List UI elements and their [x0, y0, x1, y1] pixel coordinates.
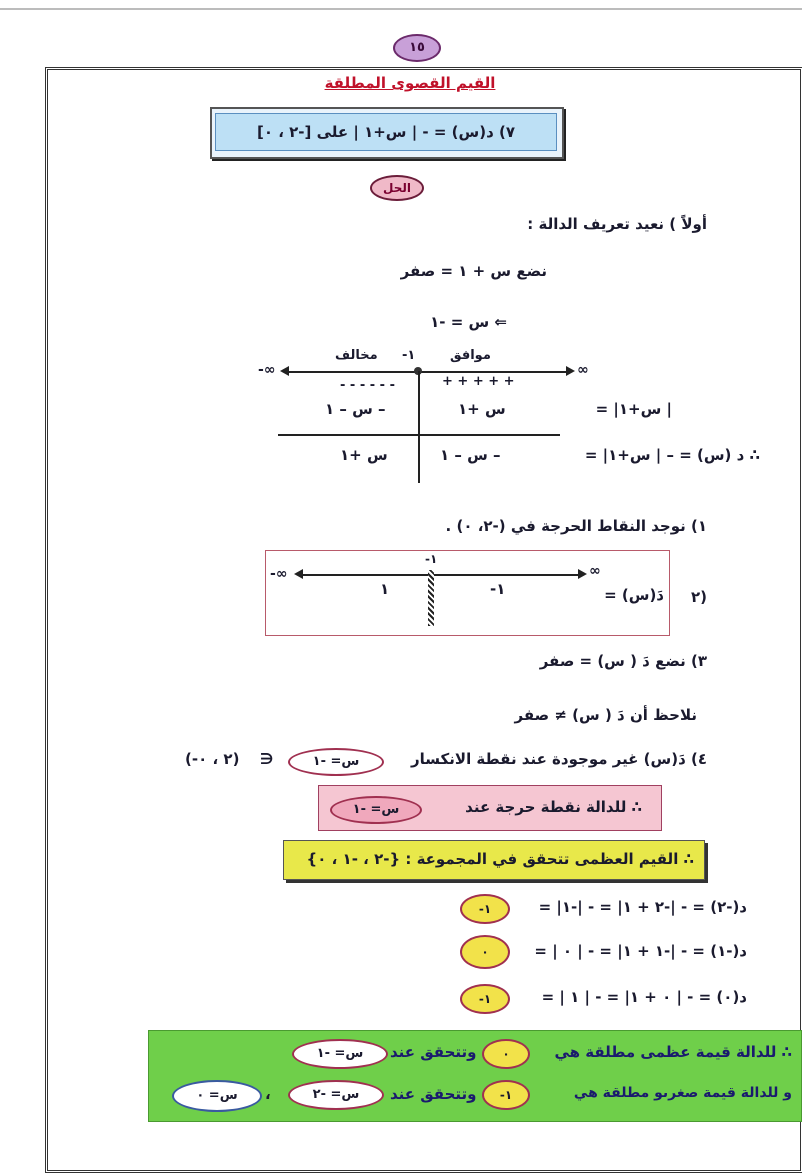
critical-point-label: -١: [402, 348, 416, 363]
row2-label: ∴ د (س) = – | س+١| =: [584, 446, 760, 464]
pos-infinity: ∞: [577, 362, 589, 378]
step2-label: ٢): [690, 588, 707, 606]
max-set-text: ∴ القيم العظمى تتحقق في المجموعة : {-٢ ، -١ ، ٠}: [306, 850, 694, 868]
step3-text: ٣) نضع دَ ( س) = صفر: [539, 652, 707, 670]
step4-oval: س= -١: [288, 748, 384, 776]
min-x1-oval: س= -٢: [288, 1080, 384, 1110]
conclusion-line1-at: وتتحقق عند: [390, 1043, 477, 1061]
step4-text: ٤) دَ(س) غير موجودة عند نقطة الانكسار: [411, 750, 707, 768]
row1-label: | س+١| =: [595, 400, 672, 418]
right-signs: + + + + +: [442, 374, 515, 389]
conclusion-line1: ∴ للدالة قيمة عظمى مطلقة هي: [554, 1043, 792, 1061]
left-signs: - - - - - -: [340, 378, 396, 393]
question-text: ٧) د(س) = - | س+١ | على [-٢ ، ٠]: [215, 113, 557, 151]
arrow-right-icon: [578, 569, 587, 579]
step-first-eq1: نضع س + ١ = صفر: [400, 262, 547, 280]
page-number-badge: ١٥: [393, 34, 441, 62]
evaluation-2: د(-١) = - |-١ + ١| = - | ٠ | =: [534, 942, 747, 960]
step4-interval: (-٢ ، ٠): [185, 750, 240, 768]
derivative-label: دَ(س) =: [604, 586, 664, 604]
row1-left-value: – س – ١: [325, 400, 386, 418]
right-region-label: موافق: [450, 348, 491, 363]
left-region-label: مخالف: [335, 348, 378, 363]
evaluation-1-result: -١: [460, 894, 510, 924]
row2-right-value: – س – ١: [440, 446, 501, 464]
row2-left-value: س +١: [340, 446, 388, 464]
top-rule: [0, 8, 802, 10]
conclusion-line2-at: وتتحقق عند: [390, 1085, 477, 1103]
critical-point-oval: س= -١: [330, 796, 422, 824]
critical-point-text: ∴ للدالة نقطة حرجة عند: [465, 798, 642, 816]
min-value-oval: -١: [482, 1080, 530, 1110]
arrow-left-icon: [280, 366, 289, 376]
solution-label: الحل: [370, 175, 424, 201]
conclusion-separator: ،: [265, 1085, 271, 1103]
step-first-heading: أولاً ) نعيد تعريف الدالة :: [527, 215, 707, 233]
pos-infinity: ∞: [589, 563, 601, 579]
derivative-point-label: -١: [425, 552, 438, 566]
neg-infinity: -∞: [258, 362, 276, 378]
sign-chart-rule: [278, 434, 560, 436]
max-x-oval: س= -١: [292, 1039, 388, 1069]
arrow-right-icon: [566, 366, 575, 376]
min-x2-oval: س= ٠: [172, 1080, 262, 1112]
neg-infinity: -∞: [270, 566, 288, 582]
max-value-oval: ٠: [482, 1039, 530, 1069]
step3-note: نلاحظ أن دَ ( س) ≠ صفر: [514, 706, 697, 724]
evaluation-3-result: -١: [460, 984, 510, 1014]
evaluation-2-result: ٠: [460, 935, 510, 969]
step1-text: ١) نوجد النقاط الحرجة في (-٢، ٠) .: [445, 517, 707, 535]
derivative-axis: [298, 574, 580, 576]
derivative-right-value: -١: [490, 580, 506, 598]
evaluation-1: د(-٢) = - |-٢ + ١| = - |-١| =: [538, 898, 747, 916]
belongs-symbol: ∋: [260, 750, 274, 768]
step-first-eq2: ⇐ س = -١: [430, 313, 507, 331]
row1-right-value: س +١: [458, 400, 506, 418]
derivative-left-value: ١: [380, 580, 390, 598]
page-title: القيم القصوى المطلقة: [324, 74, 496, 92]
sign-chart-divider: [418, 371, 420, 483]
break-point-marker: [428, 570, 434, 626]
sign-chart-axis: [285, 371, 570, 373]
conclusion-line2: و للدالة قيمة صغرىو مطلقة هي: [573, 1085, 792, 1101]
arrow-left-icon: [294, 569, 303, 579]
evaluation-3: د(٠) = - | ٠ + ١| = - | ١ | =: [541, 988, 747, 1006]
